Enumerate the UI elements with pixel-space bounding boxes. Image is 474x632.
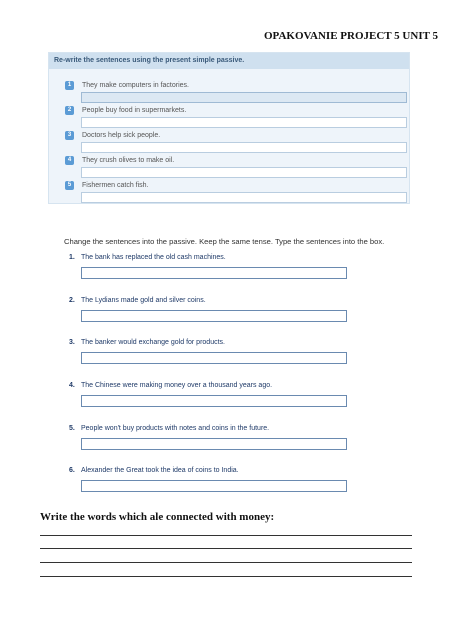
item-sentence: People won't buy products with notes and coins in the future.: [81, 425, 270, 432]
item-number-badge: 2: [65, 106, 74, 115]
item-sentence: They make computers in factories.: [82, 82, 189, 89]
item-number-badge: 3: [65, 131, 74, 140]
answer-field[interactable]: [81, 167, 407, 178]
answer-box[interactable]: [81, 438, 347, 450]
page-title: OPAKOVANIE PROJECT 5 UNIT 5: [264, 30, 438, 42]
item-number: 4.: [69, 382, 75, 389]
writing-line[interactable]: [40, 562, 412, 563]
item-number: 1.: [69, 254, 75, 261]
answer-box[interactable]: [81, 310, 347, 322]
exercise1-instruction: Re-write the sentences using the present simple passive.: [49, 53, 409, 69]
answer-field[interactable]: [81, 92, 407, 103]
item-sentence: The Chinese were making money over a thousand years ago.: [81, 382, 273, 389]
writing-line[interactable]: [40, 548, 412, 549]
writing-line[interactable]: [40, 535, 412, 536]
exercise1-panel: [48, 52, 410, 204]
item-number-badge: 1: [65, 81, 74, 90]
item-number: 2.: [69, 297, 75, 304]
item-number: 6.: [69, 467, 75, 474]
writing-line[interactable]: [40, 576, 412, 577]
item-sentence: The Lydians made gold and silver coins.: [81, 297, 206, 304]
item-sentence: They crush olives to make oil.: [82, 157, 175, 164]
exercise3-title: Write the words which ale connected with money:: [40, 511, 275, 523]
answer-box[interactable]: [81, 267, 347, 279]
item-number: 5.: [69, 425, 75, 432]
answer-field[interactable]: [81, 192, 407, 203]
item-number-badge: 5: [65, 181, 74, 190]
item-sentence: The bank has replaced the old cash machines.: [81, 254, 226, 261]
answer-field[interactable]: [81, 117, 407, 128]
item-sentence: Fishermen catch fish.: [82, 182, 149, 189]
answer-box[interactable]: [81, 395, 347, 407]
answer-box[interactable]: [81, 480, 347, 492]
item-sentence: People buy food in supermarkets.: [82, 107, 187, 114]
item-sentence: The banker would exchange gold for products.: [81, 339, 225, 346]
item-sentence: Alexander the Great took the idea of coins to India.: [81, 467, 239, 474]
item-sentence: Doctors help sick people.: [82, 132, 161, 139]
answer-box[interactable]: [81, 352, 347, 364]
item-number-badge: 4: [65, 156, 74, 165]
exercise2-instruction: Change the sentences into the passive. Keep the same tense. Type the sentences into the box.: [64, 237, 385, 246]
answer-field[interactable]: [81, 142, 407, 153]
item-number: 3.: [69, 339, 75, 346]
